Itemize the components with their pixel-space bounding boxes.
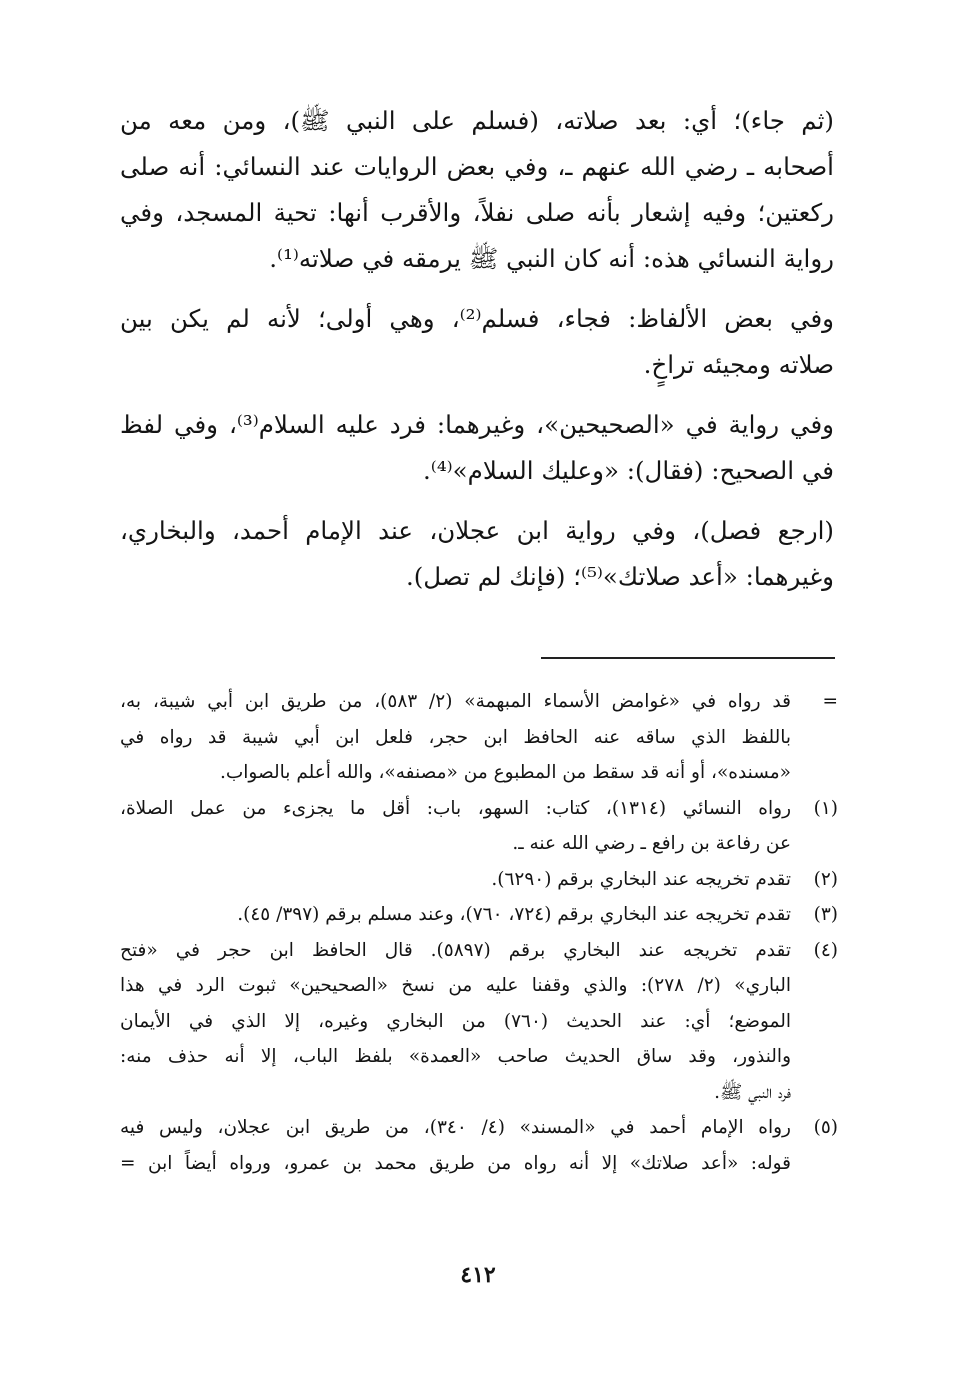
footnote-line: والنذور، وقد ساق الحديث صاحب «العمدة» بلفظ الباب، إلا أنه حذف منه: xyxy=(120,1046,791,1067)
text-line: وفي بعض الألفاظ: فجاء، فسلم⁽²⁾، وهي أولى؛ لأنه لم يكن بين xyxy=(120,304,834,333)
text-line: ركعتين؛ وفيه إشعار بأنه صلى نفلاً، والأقرب أنها: تحية المسجد، وفي xyxy=(120,198,834,227)
footnote-line: قوله: «أعد صلاتك» إلا أنه رواه من طريق محمد بن عمرو، ورواه أيضاً ابن = xyxy=(120,1152,791,1174)
footnote-line: تقدم تخريجه عند البخاري برقم (٧٢٤، ٧٦٠)، وعند مسلم برقم (٣٩٧/ ٤٥). xyxy=(237,904,791,925)
footnote-4 xyxy=(120,933,838,1111)
footnote-line: قد رواه في «غوامض الأسماء المبهمة» (٢/ ٥٨٣)، من طريق ابن أبي شيبة، به، xyxy=(120,691,791,712)
footnote-line: فرد النبي ﷺ. xyxy=(714,1081,791,1103)
footnote-line: الباري» (٢/ ٢٧٨): والذي وقفنا عليه من نسخ «الصحيحين» ثبوت الرد في هذا xyxy=(120,975,791,996)
footnote-number: (٣) xyxy=(813,904,838,925)
paragraph-3 xyxy=(120,402,834,494)
text-line: في الصحيح: (فقال): «وعليك السلام»⁽⁴⁾. xyxy=(423,456,834,485)
page-number: ٤١٢ xyxy=(460,1262,496,1288)
text-line: وفي رواية في «الصحيحين»، وغيرهما: فرد عليه السلام⁽³⁾، وفي لفظ xyxy=(120,410,834,439)
main-text xyxy=(120,98,834,614)
footnote-line: تقدم تخريجه عند البخاري برقم (٥٨٩٧). قال الحافظ ابن حجر في «فتح xyxy=(120,939,791,961)
footnotes xyxy=(120,684,838,1181)
footnote-5 xyxy=(120,1110,838,1181)
paragraph-1 xyxy=(120,98,834,282)
continuation-mark: = xyxy=(822,691,838,712)
footnote-line: باللفظ الذي ساقه عنه الحافظ ابن حجر، فلعل ابن أبي شيبة قد رواه في xyxy=(120,726,791,748)
footnote-3 xyxy=(120,897,838,933)
text-line: (ارجع فصل)، وفي رواية ابن عجلان، عند الإمام أحمد، والبخاري، xyxy=(120,516,834,545)
text-line: صلاته ومجيئه تراخٍ. xyxy=(643,350,834,379)
footnote-line: رواه الإمام أحمد في «المسند» (٤/ ٣٤٠)، من طريق ابن عجلان، وليس فيه xyxy=(120,1117,791,1138)
paragraph-4 xyxy=(120,508,834,600)
text-line: أصحابه ـ رضي الله عنهم ـ، وفي بعض الروايات عند النسائي: أنه صلى xyxy=(120,152,834,181)
footnote-1 xyxy=(120,791,838,862)
footnote-number: (٥) xyxy=(813,1117,838,1138)
footnote-continuation xyxy=(120,684,838,791)
footnote-line: «مسنده»، أو أنه قد سقط من المطبوع من «مصنفه»، والله أعلم بالصواب. xyxy=(219,762,791,783)
footnote-2 xyxy=(120,862,838,898)
footnote-line: الموضع؛ أي: عند الحديث (٧٦٠) من البخاري وغيره، إلا الذي في الأيمان xyxy=(120,1010,791,1032)
footnote-line: تقدم تخريجه عند البخاري برقم (٦٢٩٠). xyxy=(491,868,791,890)
footnote-line: رواه النسائي (١٣١٤)، كتاب: السهو، باب: أقل ما يجزىء من عمل الصلاة، xyxy=(120,797,791,819)
text-line: وغيرهما: «أعد صلاتك»⁽⁵⁾؛ (فإنك لم تصل). xyxy=(405,562,834,591)
footnote-line: عن رفاعة بن رافع ـ رضي الله عنه ـ. xyxy=(512,833,791,854)
text-line: رواية النسائي هذه: أنه كان النبي ﷺ يرمقه في صلاته⁽¹⁾. xyxy=(269,244,834,273)
footnote-number: (٤) xyxy=(813,939,838,961)
footnote-separator xyxy=(541,657,835,659)
text-line: (ثم جاء)؛ أي: بعد صلاته، (فسلم على النبي ﷺ)، ومن معه من xyxy=(120,106,834,135)
footnote-number: (٢) xyxy=(813,868,838,890)
footnote-number: (١) xyxy=(813,797,838,819)
paragraph-2 xyxy=(120,296,834,388)
